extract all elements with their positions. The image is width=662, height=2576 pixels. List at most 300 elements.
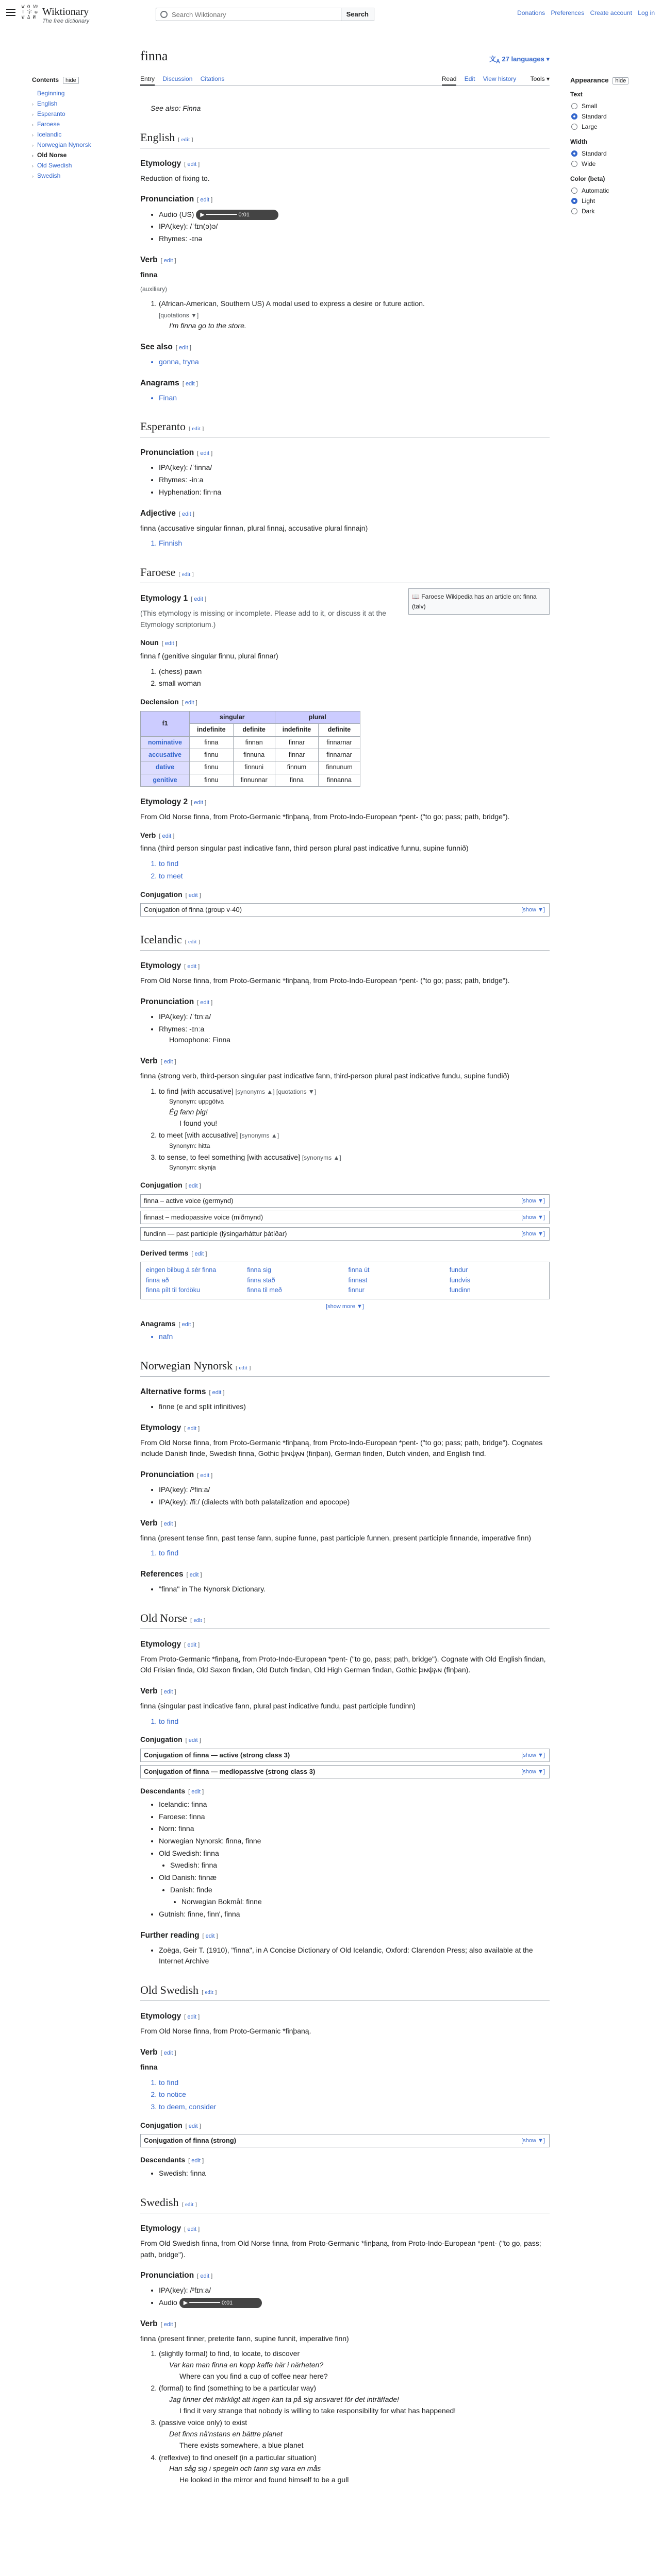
edit-link[interactable]: edit <box>187 1641 197 1648</box>
appearance-header <box>570 76 653 84</box>
nynorsk-verb-heading: Verb [ edit ] <box>140 1518 176 1528</box>
edit-link[interactable]: edit <box>200 1472 210 1479</box>
decl-cell: finnar <box>275 736 319 749</box>
decl-class: f1 <box>141 711 190 736</box>
swedish-def <box>159 2383 550 2416</box>
faroese-etym2: From Old Norse finna, from Proto-Germanic *finþaną, from Proto-Indo-European *pent- ("to go; pass; path, bridge"). <box>140 812 510 821</box>
icelandic-conj-heading: Conjugation [ edit ] <box>140 1181 201 1189</box>
icelandic-definitions <box>140 1086 550 1173</box>
icelandic-def <box>159 1086 550 1129</box>
icelandic-anagram[interactable]: • nafn <box>159 1331 550 1343</box>
site-name: Wiktionary <box>42 6 89 18</box>
usage-translation: There exists somewhere, a blue planet <box>179 2441 304 2449</box>
nynorsk-ref: • "finna" in The Nynorsk Dictionary. <box>159 1584 550 1595</box>
appearance-option[interactable] <box>570 111 653 122</box>
faroese-verb-heading: Verb [ edit ] <box>140 831 175 839</box>
conjugation-box[interactable]: fundinn — past participle (lýsingarháttur þátíðar) [show ▼] <box>140 1227 550 1241</box>
appearance-option-label: Standard <box>582 150 607 157</box>
edit-link[interactable]: edit <box>189 1571 199 1578</box>
decl-cell: finnu <box>190 761 234 774</box>
appearance-group-label: Color (beta) <box>570 175 605 182</box>
nynorsk-etymology-heading: Etymology [ edit ] <box>140 1423 200 1432</box>
usage-translation: I found you! <box>179 1118 218 1127</box>
edit-link[interactable]: edit <box>187 963 197 970</box>
appearance-option-label: Large <box>582 123 598 130</box>
icelandic-derived-heading: Derived terms [ edit ] <box>140 1248 207 1257</box>
usage-translation: He looked in the mirror and found himself to be a gull <box>179 2475 349 2484</box>
icelandic-verb-heading: Verb [ edit ] <box>140 1057 176 1066</box>
swedish-def <box>159 2417 550 2451</box>
descendant: • Icelandic: finna <box>159 1799 550 1810</box>
derived-term[interactable]: fundinn <box>449 1286 471 1294</box>
edit-link[interactable]: edit <box>181 136 190 143</box>
oldswedish-def-1[interactable]: 1. to find <box>159 2077 550 2089</box>
section-faroese: Faroese [ edit ] <box>140 564 550 583</box>
usage-example: Det finns nå'nstans en bättre planet <box>169 2430 283 2438</box>
toc-item[interactable] <box>32 109 109 119</box>
usage-example: Var kan man finna en kopp kaffe här i närheten? <box>169 2361 324 2369</box>
nynorsk-ref-heading: References [ edit ] <box>140 1569 202 1579</box>
edit-link[interactable]: edit <box>200 2273 210 2280</box>
show-toggle[interactable]: [show ▼] <box>521 1197 545 1204</box>
esperanto-def[interactable]: 1. Finnish <box>159 538 550 549</box>
oldswedish-etymology-heading: Etymology [ edit ] <box>140 2012 200 2021</box>
english-pronunciation-heading: Pronunciation [ edit ] <box>140 195 213 204</box>
faroese-verb-headword: finna (third person singular past indicative fann, third person plural past indicative funnu, supine funnið) <box>140 844 469 853</box>
appearance-option[interactable] <box>570 206 653 216</box>
edit-link[interactable]: edit <box>205 1933 215 1939</box>
derived-term[interactable]: fundvís <box>449 1276 471 1284</box>
descendant: • Norn: finna <box>159 1823 550 1835</box>
swedish-etymology: From Old Swedish finna, from Old Norse finna, from Proto-Germanic *finþaną, from Proto-Indo-European *pent- ("to go, pass; path, bridge"). <box>140 2239 541 2259</box>
radio-icon <box>571 198 577 204</box>
decl-cell: finnuna <box>233 749 275 761</box>
oldswedish-def-3[interactable]: 3. to deem, consider <box>159 2102 550 2113</box>
esperanto-headword: finna (accusative singular finnan, plural finnaj, accusative plural finnajn) <box>140 523 368 532</box>
derived-terms <box>140 1262 550 1299</box>
decl-cell: finnarnar <box>319 749 360 761</box>
toc-hide-button[interactable]: hide <box>63 77 79 84</box>
icelandic-ipa: • IPA(key): /ˈfɪnːa/ <box>159 1011 550 1023</box>
synonym: Synonym: skynja <box>169 1164 216 1172</box>
edit-link[interactable]: edit <box>193 1617 202 1623</box>
appearance-option-label: Small <box>582 103 598 110</box>
derived-term[interactable]: finna pílt til fordöku <box>146 1286 200 1294</box>
english-def-1: 1. (African-American, Southern US) A modal used to express a desire or future action. [quotations ▼] I'm finna go to the store. <box>159 298 550 332</box>
oldswedish-def-2[interactable]: 2. to notice <box>159 2089 550 2100</box>
toc-item[interactable] <box>32 171 109 181</box>
derived-term[interactable]: fundur <box>449 1266 468 1274</box>
log-in-link[interactable]: Log in <box>638 9 655 16</box>
user-links <box>513 9 655 16</box>
faroese-declension-heading: Declension [ edit ] <box>140 698 197 706</box>
appearance-panel <box>570 76 653 216</box>
swedish-ipa: • IPA(key): /²fɪnːa/ <box>159 2285 550 2296</box>
edit-link[interactable]: edit <box>187 161 197 167</box>
tab-view-history[interactable]: View history <box>483 75 517 82</box>
nynorsk-etymology: From Old Norse finna, from Proto-Germanic *finþaną, from Proto-Indo-European *pent- ("to go; pass; path, bridge"). Cognates include Danish finde, Swedish finna, Gothic 𐍆𐌹𐌽𐌸𐌰𐌽 (finþan), German finden, Dutch vinden, and English find. <box>140 1438 543 1458</box>
decl-cell: finnunnar <box>233 774 275 786</box>
toc-item[interactable] <box>32 150 109 160</box>
icelandic-etymology: From Old Norse finna, from Proto-Germanic *finþaną, from Proto-Indo-European *pent- ("to go; pass; path, bridge"). <box>140 976 510 985</box>
conjugation-box[interactable]: Conjugation of finna — mediopassive (strong class 3) [show ▼] <box>140 1765 550 1778</box>
derived-term[interactable]: eingen bilbug á sér finna <box>146 1266 217 1274</box>
oldnorse-conj-heading: Conjugation [ edit ] <box>140 1735 201 1744</box>
english-seealso-heading: See also [ edit ] <box>140 342 191 351</box>
chevron-icon: › <box>32 153 34 158</box>
toc-item-label: Norwegian Nynorsk <box>37 141 91 148</box>
edit-link[interactable]: edit <box>212 1389 222 1396</box>
nynorsk-def[interactable]: 1. to find <box>159 1548 550 1559</box>
menu-icon[interactable] <box>6 9 15 16</box>
language-selector[interactable]: 文$_A$ 27 languages ▾ <box>489 55 550 65</box>
decl-row <box>141 736 360 749</box>
faroese-etym1-heading: Etymology 1 [ edit ] <box>140 594 207 603</box>
decl-cell: dative <box>141 761 190 774</box>
audio-player[interactable]: ▶ ━━━━━━━━━ 0:01 <box>179 2298 262 2308</box>
icelandic-def <box>159 1152 550 1173</box>
english-audio: • Audio (US) ▶ ━━━━━━━━━ 0:01 <box>159 209 550 221</box>
faroese-noun-def-2: 2. small woman <box>159 678 550 689</box>
def-text: to sense, to feel something [with accusative] <box>159 1153 300 1161</box>
show-toggle[interactable]: [show ▼] <box>521 2138 545 2144</box>
derived-term[interactable]: finnast <box>348 1276 368 1284</box>
english-pronunciation-list <box>140 209 550 245</box>
decl-row <box>141 749 360 761</box>
toc-item-label: English <box>37 100 58 107</box>
swedish-etymology-heading: Etymology [ edit ] <box>140 2224 200 2233</box>
site-header <box>0 0 662 27</box>
derived-term[interactable]: finna sig <box>247 1266 271 1274</box>
usage-example: Han såg sig i spegeln och fann sig vara en mås <box>169 2464 321 2473</box>
section-english: English [ edit ] <box>140 129 550 148</box>
edit-link[interactable]: edit <box>205 1989 213 1996</box>
toc-item-label: Faroese <box>37 121 60 128</box>
icelandic-pronunciation-heading: Pronunciation [ edit ] <box>140 997 213 1006</box>
donations-link[interactable]: Donations <box>517 9 545 16</box>
appearance-option-label: Light <box>582 197 595 205</box>
section-swedish: Swedish [ edit ] <box>140 2194 550 2213</box>
decl-cell: finnarnar <box>319 736 360 749</box>
derived-term[interactable]: finnur <box>348 1286 365 1294</box>
english-definitions <box>140 298 550 332</box>
tab-edit[interactable]: Edit <box>464 75 475 82</box>
swedish-pronunciation-heading: Pronunciation [ edit ] <box>140 2271 213 2280</box>
edit-link[interactable]: edit <box>163 2321 173 2328</box>
radio-icon <box>571 150 577 157</box>
edit-link[interactable]: edit <box>188 939 197 945</box>
esperanto-rhymes: • Rhymes: -inːa <box>159 474 550 486</box>
conjugation-box[interactable]: Conjugation of finna (strong) [show ▼] <box>140 2134 550 2147</box>
radio-icon <box>571 208 577 214</box>
decl-cell: finnunum <box>319 761 360 774</box>
edit-link[interactable]: edit <box>188 892 198 899</box>
usage-example: Jag finner det märkligt att ingen kan ta på sig ansvaret för det inträffade! <box>169 2395 399 2404</box>
edit-link[interactable]: edit <box>194 596 204 602</box>
search-icon <box>160 11 168 18</box>
page-tabs <box>140 73 550 86</box>
oldswedish-desc: • Swedish: finna <box>159 2168 550 2179</box>
faroese-conj-heading: Conjugation [ edit ] <box>140 890 201 899</box>
decl-row <box>141 774 360 786</box>
tab-read[interactable]: Read <box>442 73 457 86</box>
decl-cell: finnu <box>190 749 234 761</box>
swedish-definitions <box>140 2348 550 2485</box>
toc-item[interactable] <box>32 129 109 140</box>
esperanto-adjective-heading: Adjective [ edit ] <box>140 509 194 518</box>
tools-label: Tools <box>530 75 545 82</box>
edit-link[interactable]: edit <box>192 426 201 432</box>
nynorsk-headword: finna (present tense finn, past tense fann, supine funne, past participle funnen, present participle finnande, imperative finn) <box>140 1533 532 1542</box>
tab-citations[interactable]: Citations <box>200 75 225 82</box>
appearance-option-label: Automatic <box>582 187 609 194</box>
toc-title: Contents <box>32 76 59 83</box>
appearance-title: Appearance <box>570 76 609 84</box>
edit-link[interactable]: edit <box>239 1364 247 1371</box>
oldnorse-headword: finna (singular past indicative fann, plural past indicative fundu, past participle fundinn) <box>140 1702 416 1710</box>
usage-translation: I find it very strange that nobody is willing to take responsibility for what has happened! <box>179 2406 456 2415</box>
edit-link[interactable]: edit <box>191 1789 201 1795</box>
faroese-verb-def-1[interactable]: 1. to find <box>159 858 550 870</box>
edit-link[interactable]: edit <box>163 1059 173 1065</box>
decl-cell: finnum <box>275 761 319 774</box>
usage-example: Ég fann þig! <box>169 1108 208 1116</box>
edit-link[interactable]: edit <box>179 344 188 351</box>
oldnorse-fr-heading: Further reading [ edit ] <box>140 1930 218 1940</box>
conjugation-box[interactable]: Conjugation of finna — active (strong class 3) [show ▼] <box>140 1749 550 1762</box>
decl-cell: finnar <box>275 749 319 761</box>
decl-cell: finna <box>190 736 234 749</box>
edit-link[interactable]: edit <box>188 2123 198 2129</box>
conjugation-box[interactable]: finna – active voice (germynd) [show ▼] <box>140 1194 550 1208</box>
oldnorse-def[interactable]: 1. to find <box>159 1716 550 1727</box>
appearance-option[interactable] <box>570 159 653 169</box>
appearance-option[interactable] <box>570 101 653 111</box>
conjugation-box[interactable]: Conjugation of finna (group v-40) [show ▼] <box>140 903 550 917</box>
edit-link[interactable]: edit <box>191 2158 201 2164</box>
site-tagline: The free dictionary <box>42 18 90 24</box>
usage-translation: Where can you find a cup of coffee near here? <box>179 2371 328 2380</box>
toc-item-label: Swedish <box>37 172 61 179</box>
descendant: • Old Swedish: finna <box>159 1848 550 1859</box>
oldswedish-desc-heading: Descendants [ edit ] <box>140 2156 204 2164</box>
nynorsk-alt-heading: Alternative forms [ edit ] <box>140 1387 225 1397</box>
radio-icon <box>571 161 577 167</box>
chevron-icon: › <box>32 122 34 127</box>
oldnorse-etymology: From Proto-Germanic *finþaną, from Proto-Indo-European *pent- ("to go, pass; path, bridge"). Cognate with Old English findan, Old Frisian finda, Old Saxon findan, Old Dutch findan, Old High German findan, Gothic 𐍆𐌹𐌽𐌸𐌰𐌽 (finþan). <box>140 1654 546 1674</box>
icelandic-anagrams-heading: Anagrams [ edit ] <box>140 1319 194 1328</box>
chevron-icon: › <box>32 112 34 117</box>
show-toggle[interactable]: [show ▼] <box>521 1769 545 1775</box>
descendant: • Swedish: finna <box>170 1860 550 1871</box>
decl-singular: singular <box>190 711 275 723</box>
radio-icon <box>571 103 577 109</box>
descendant: • Old Danish: finnæ <box>159 1872 550 1884</box>
section-old-norse: Old Norse [ edit ] <box>140 1609 550 1629</box>
appearance-option-label: Wide <box>582 160 596 167</box>
faroese-etym2-heading: Etymology 2 [ edit ] <box>140 798 207 807</box>
def-text: (slightly formal) to find, to locate, to discover <box>159 2349 300 2358</box>
english-rhymes: • Rhymes: -ɪnə <box>159 233 550 245</box>
esperanto-pronunciation-heading: Pronunciation [ edit ] <box>140 448 213 457</box>
esperanto-ipa: • IPA(key): /ˈfinna/ <box>159 462 550 473</box>
english-aux: (auxiliary) <box>140 285 168 293</box>
english-anagrams-heading: Anagrams [ edit ] <box>140 378 198 387</box>
audio-player[interactable]: ▶ ━━━━━━━━━ 0:01 <box>196 210 278 220</box>
tab-entry[interactable]: Entry <box>140 73 155 86</box>
oldswedish-verb-heading: Verb [ edit ] <box>140 2047 176 2057</box>
english-seealso[interactable]: • gonna, tryna <box>159 357 550 368</box>
appearance-hide-button[interactable]: hide <box>613 77 628 84</box>
see-also-hatnote: See also: Finna <box>151 104 201 112</box>
section-nynorsk: Norwegian Nynorsk [ edit ] <box>140 1357 550 1377</box>
edit-link[interactable]: edit <box>162 833 172 839</box>
decl-cell: finna <box>275 774 319 786</box>
faroese-etym1: (This etymology is missing or incomplete. Please add to it, or discuss it at the Etymology scriptorium.) <box>140 609 386 629</box>
edit-link[interactable]: edit <box>163 1520 173 1527</box>
appearance-option[interactable] <box>570 185 653 196</box>
edit-link[interactable]: edit <box>187 2226 197 2232</box>
decl-cell: finnu <box>190 774 234 786</box>
appearance-option[interactable] <box>570 148 653 159</box>
descendant: • Danish: finde <box>170 1885 550 1896</box>
english-verb-heading: Verb [ edit ] <box>140 255 176 264</box>
faroese-verb-def-2[interactable]: 2. to meet <box>159 871 550 882</box>
nynorsk-ipa-2: • IPA(key): /fiː/ (dialects with both palatalization and apocope) <box>159 1497 550 1508</box>
preferences-link[interactable]: Preferences <box>551 9 585 16</box>
search-button[interactable]: Search <box>341 8 374 21</box>
edit-link[interactable]: edit <box>181 571 191 578</box>
english-headword: finna <box>140 270 158 279</box>
edit-link[interactable]: edit <box>200 999 210 1006</box>
edit-link[interactable]: edit <box>185 2201 194 2208</box>
edit-link[interactable]: edit <box>200 197 210 204</box>
site-brand[interactable] <box>42 6 89 24</box>
swedish-def <box>159 2452 550 2486</box>
edit-link[interactable]: edit <box>188 1737 198 1744</box>
synonyms-toggle[interactable]: [synonyms ▲] <box>240 1132 279 1140</box>
show-more-toggle[interactable]: [show more ▼] <box>326 1303 364 1310</box>
decl-plural: plural <box>275 711 360 723</box>
english-ipa: • IPA(key): /ˈfɪn(ə)ə/ <box>159 221 550 232</box>
conjugation-box[interactable]: finnast – mediopassive voice (miðmynd) [show ▼] <box>140 1211 550 1224</box>
show-toggle[interactable]: [show ▼] <box>521 1752 545 1759</box>
derived-term[interactable]: finna út <box>348 1266 370 1274</box>
synonyms-toggle[interactable]: [synonyms ▲] [quotations ▼] <box>235 1088 317 1095</box>
decl-cell: nominative <box>141 736 190 749</box>
appearance-group-label: Text <box>570 91 583 98</box>
english-anagram[interactable]: • Finan <box>159 393 550 404</box>
show-toggle[interactable]: [show ▼] <box>521 1214 545 1221</box>
create-account-link[interactable]: Create account <box>590 9 632 16</box>
icelandic-rhymes: • Rhymes: -ɪnːa Homophone: Finna <box>159 1024 550 1046</box>
descendant: • Gutnish: finne, finn', finna <box>159 1909 550 1920</box>
decl-row <box>141 761 360 774</box>
edit-link[interactable]: edit <box>188 1183 198 1189</box>
edit-link[interactable]: edit <box>187 2014 197 2021</box>
synonyms-toggle[interactable]: [synonyms ▲] <box>302 1154 341 1161</box>
english-etymology-heading: Etymology [ edit ] <box>140 159 200 168</box>
edit-link[interactable]: edit <box>187 1425 197 1432</box>
show-toggle[interactable]: [show ▼] <box>521 907 545 913</box>
appearance-option[interactable] <box>570 196 653 206</box>
edit-link[interactable]: edit <box>181 1321 191 1328</box>
oldswedish-conj-heading: Conjugation [ edit ] <box>140 2121 201 2129</box>
faroese-noun-headword: finna f (genitive singular finnu, plural finnar) <box>140 652 278 660</box>
icelandic-etymology-heading: Etymology [ edit ] <box>140 961 200 971</box>
icelandic-homophone: Homophone: Finna <box>169 1036 231 1044</box>
appearance-option-label: Standard <box>582 113 607 120</box>
section-icelandic: Icelandic [ edit ] <box>140 931 550 951</box>
oldnorse-etymology-heading: Etymology [ edit ] <box>140 1639 200 1649</box>
appearance-option[interactable] <box>570 122 653 132</box>
descendant: • Faroese: finna <box>159 1811 550 1823</box>
edit-link[interactable]: edit <box>185 700 194 706</box>
tab-tools[interactable]: Tools ▾ <box>524 73 550 84</box>
swedish-verb-heading: Verb [ edit ] <box>140 2319 176 2328</box>
section-old-swedish: Old Swedish [ edit ] <box>140 1981 550 2001</box>
edit-link[interactable]: edit <box>163 1689 173 1696</box>
decl-cell: accusative <box>141 749 190 761</box>
edit-link[interactable]: edit <box>182 511 191 517</box>
derived-term[interactable]: finna til með <box>247 1286 282 1294</box>
edit-link[interactable]: edit <box>163 257 173 264</box>
toc-item[interactable] <box>32 160 109 171</box>
swedish-headword: finna (present finner, preterite fann, supine funnit, imperative finn) <box>140 2334 349 2343</box>
decl-cell: finnan <box>233 736 275 749</box>
edit-link[interactable]: edit <box>194 800 204 806</box>
show-toggle[interactable]: [show ▼] <box>521 1230 545 1237</box>
synonym: Synonym: hitta <box>169 1142 210 1150</box>
toc-item[interactable] <box>32 119 109 129</box>
def-text: (passive voice only) to exist <box>159 2418 247 2427</box>
search-box <box>156 8 374 21</box>
icelandic-headword: finna (strong verb, third-person singular past indicative fann, third-person plural past indicative fundu, supine fundið) <box>140 1072 509 1080</box>
derived-term[interactable]: finna að <box>146 1276 169 1284</box>
chevron-icon: › <box>32 143 34 148</box>
page-title: finna <box>140 48 168 63</box>
nynorsk-pronunciation-heading: Pronunciation [ edit ] <box>140 1470 213 1480</box>
radio-icon <box>571 113 577 120</box>
tab-discussion[interactable]: Discussion <box>162 75 193 82</box>
derived-term[interactable]: finna stað <box>247 1276 275 1284</box>
radio-icon <box>571 188 577 194</box>
toc-item[interactable] <box>32 98 109 109</box>
toc-item-label: Old Swedish <box>37 162 72 169</box>
edit-link[interactable]: edit <box>163 2049 173 2056</box>
oldnorse-further-reading: • Zoëga, Geir T. (1910), "finna", in A Concise Dictionary of Old Icelandic, Oxford: Clarendon Press; also available at the Internet Archive <box>159 1945 550 1967</box>
toc-item[interactable] <box>32 88 109 98</box>
wikipedia-box[interactable]: 📖 Faroese Wikipedia has an article on: finna (talv) <box>408 588 550 615</box>
chevron-icon: › <box>32 174 34 179</box>
esperanto-hyphenation: • Hyphenation: fin‧na <box>159 487 550 498</box>
edit-link[interactable]: edit <box>185 380 195 387</box>
descendant: • Norwegian Bokmål: finne <box>181 1896 550 1908</box>
toc-item-label: Icelandic <box>37 131 62 138</box>
edit-link[interactable]: edit <box>194 1250 204 1257</box>
search-input[interactable] <box>171 10 338 19</box>
toc-item[interactable] <box>32 140 109 150</box>
edit-link[interactable]: edit <box>200 450 210 457</box>
edit-link[interactable]: edit <box>164 640 174 647</box>
wiktionary-logo[interactable]: W Ω 𝕎 ا 字 ω ש Δ И <box>22 5 38 20</box>
section-esperanto: Esperanto [ edit ] <box>140 418 550 437</box>
toc-item-label: Beginning <box>37 90 65 97</box>
faroese-noun-heading: Noun [ edit ] <box>140 638 177 647</box>
quotations-toggle[interactable]: [quotations ▼] <box>159 311 199 319</box>
toc-item-label: Esperanto <box>37 110 65 117</box>
toc-item-label: Old Norse <box>37 151 67 159</box>
